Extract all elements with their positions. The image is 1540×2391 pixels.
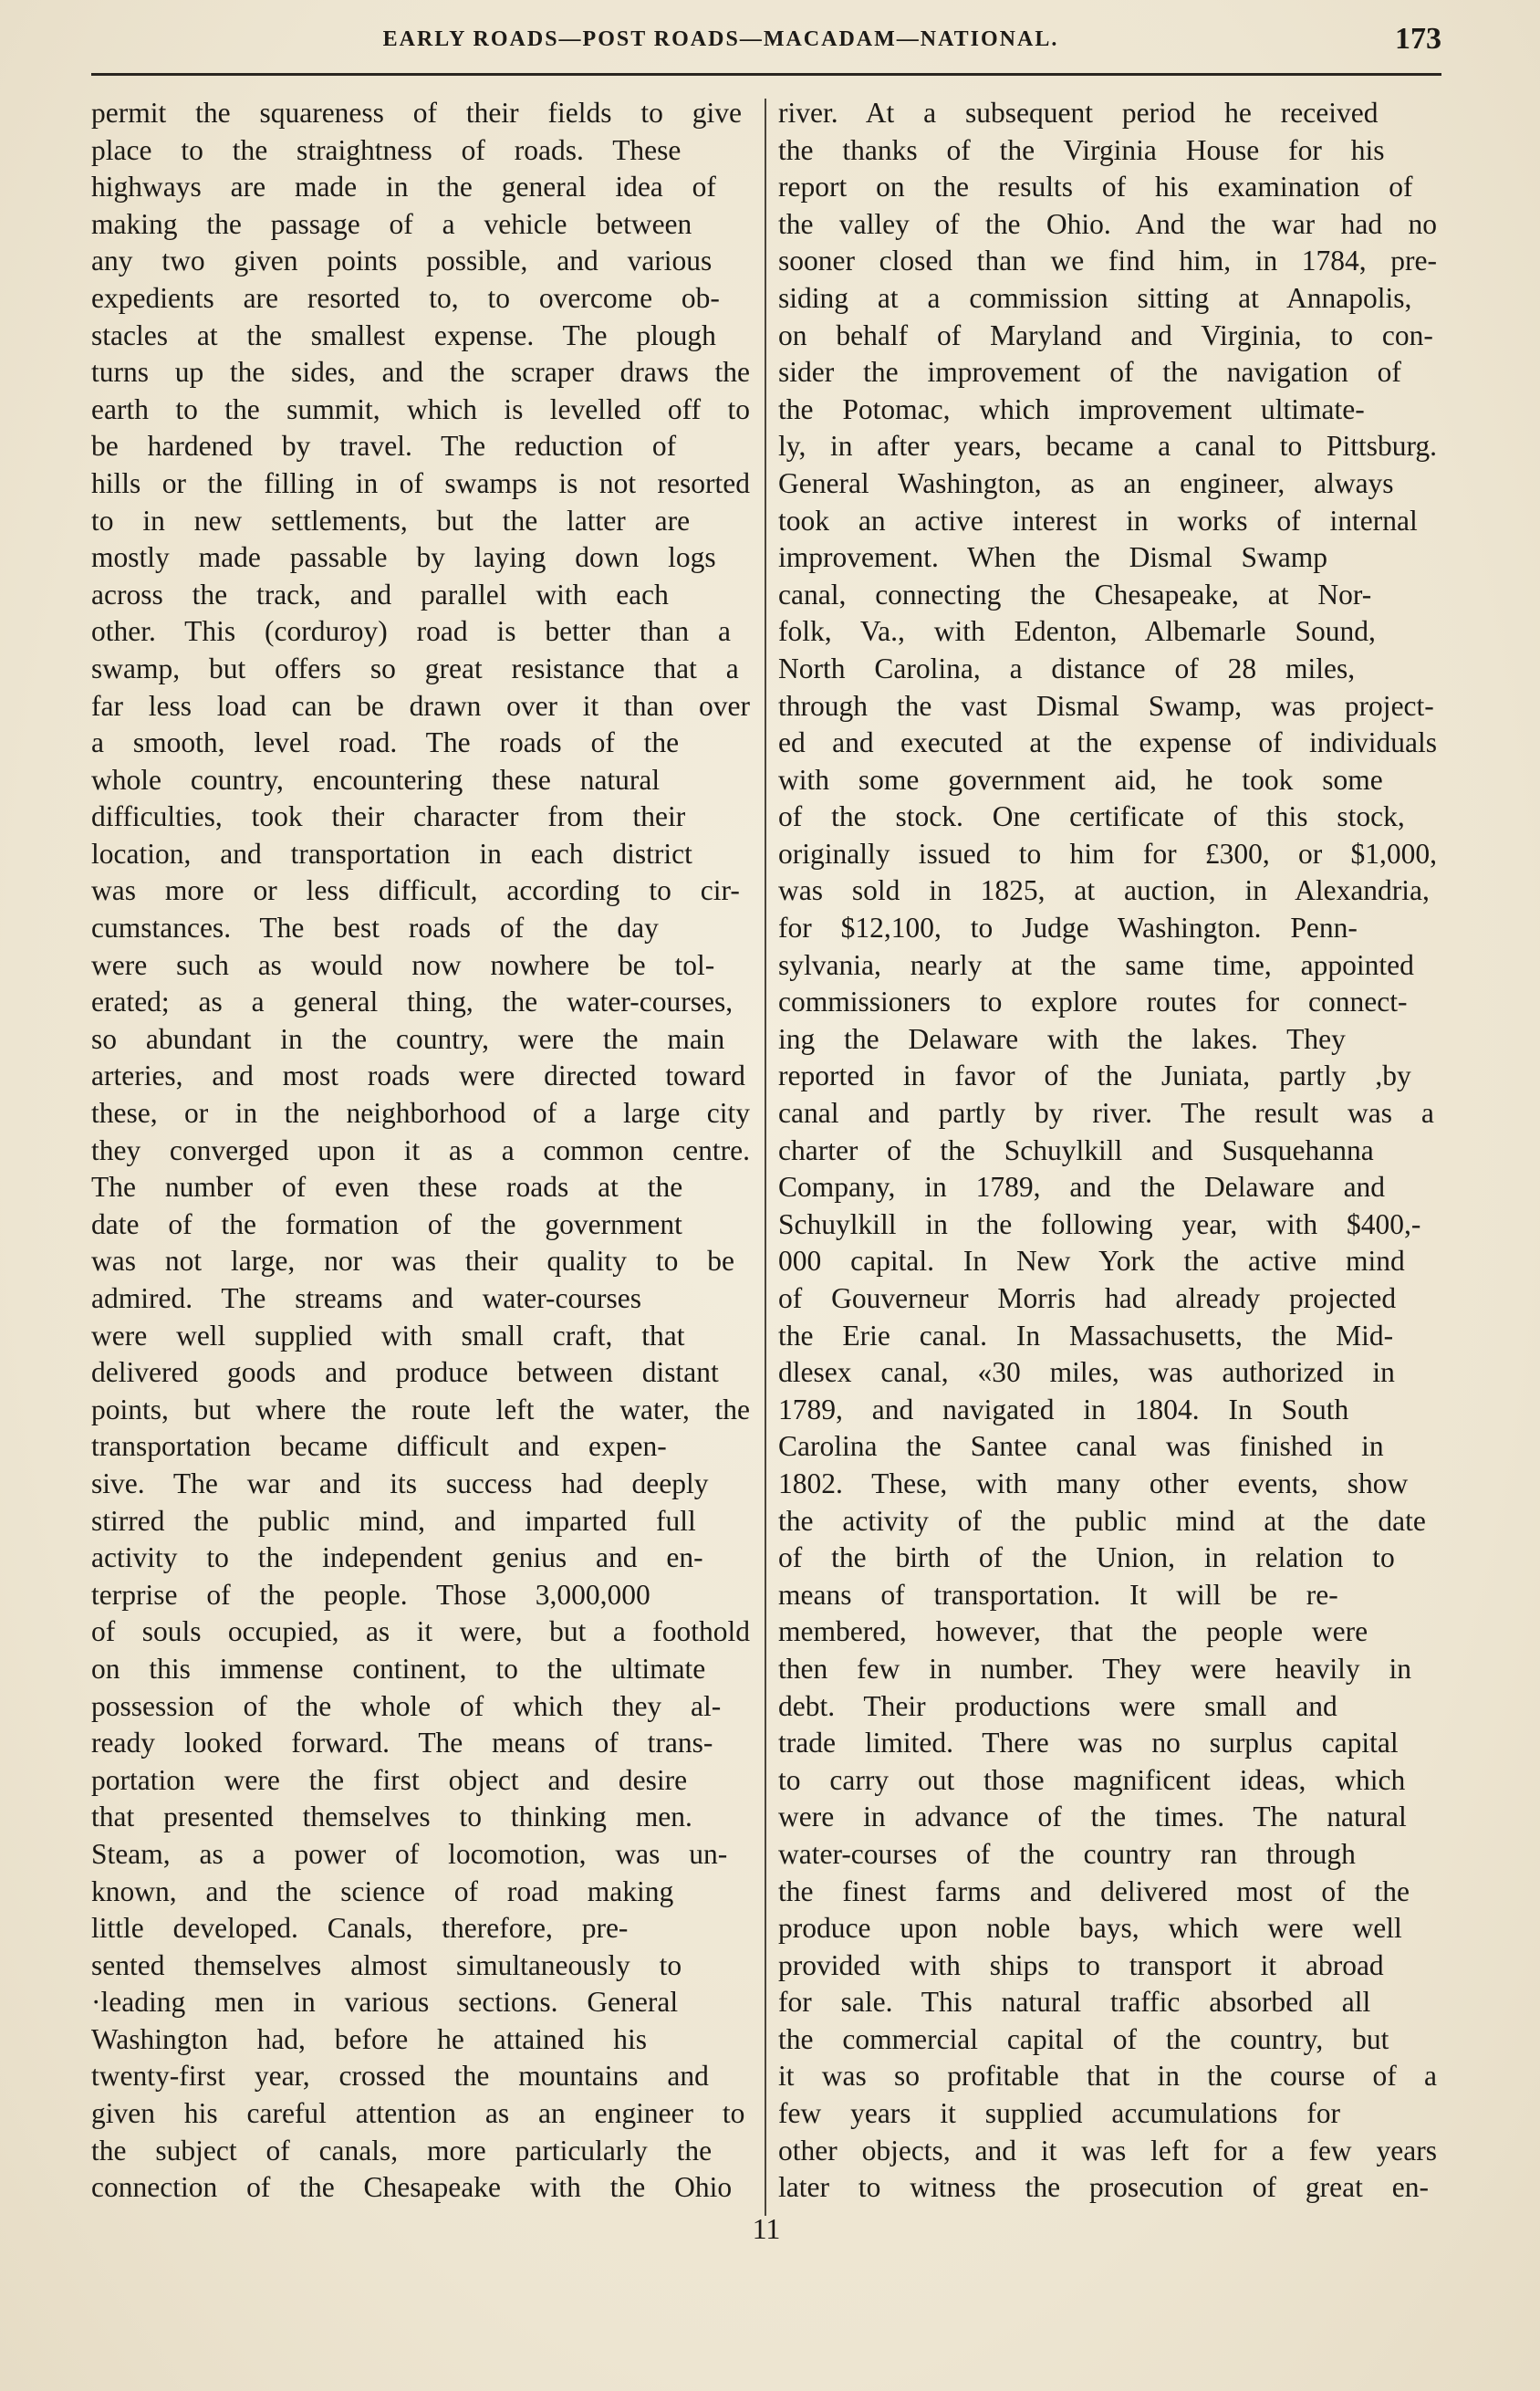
text-line: canal and partly by river. The result was a	[778, 1097, 1434, 1130]
text-line: North Carolina, a distance of 28 miles,	[778, 652, 1356, 684]
text-line: portation were the first object and desire	[91, 1763, 688, 1796]
column-divider	[765, 99, 766, 2216]
text-line: debt. Their productions were small and	[778, 1689, 1337, 1722]
running-head: EARLY ROADS—POST ROADS—MACADAM—NATIONAL.	[382, 27, 1059, 51]
text-line: other objects, and it was left for a few years	[778, 2134, 1437, 2167]
text-line: originally issued to him for £300, or $1,000,	[778, 837, 1437, 870]
text-line: Company, in 1789, and the Delaware and	[778, 1171, 1386, 1204]
text-line: possession of the whole of which they al-	[91, 1689, 722, 1722]
text-line: activity to the independent genius and en-	[91, 1541, 703, 1574]
text-line: membered, however, that the people were	[778, 1615, 1368, 1648]
text-line: on behalf of Maryland and Virginia, to con-	[778, 318, 1433, 351]
text-line: other. This (corduroy) road is better than a	[91, 615, 732, 648]
text-line: were in advance of the times. The natural	[778, 1801, 1407, 1833]
text-line: the finest farms and delivered most of the	[778, 1874, 1410, 1907]
text-line: connection of the Chesapeake with the Ohio	[91, 2171, 733, 2204]
text-line: sented themselves almost simultaneously to	[91, 1948, 682, 1981]
left-text-column	[91, 95, 750, 2207]
text-line: reported in favor of the Juniata, partly ,by	[778, 1060, 1411, 1092]
text-line: mostly made passable by laying down logs	[91, 541, 716, 574]
text-line: terprise of the people. Those 3,000,000	[91, 1578, 650, 1611]
text-line: water-courses of the country ran through	[778, 1837, 1356, 1870]
text-line: then few in number. They were heavily in	[778, 1652, 1412, 1685]
text-line: took an active interest in works of internal	[778, 504, 1418, 537]
text-line: was more or less difficult, according to cir-	[91, 874, 740, 907]
text-line: permit the squareness of their fields to give	[91, 97, 742, 129]
text-line: The number of even these roads at the	[91, 1171, 683, 1204]
text-line: of the birth of the Union, in relation to	[778, 1541, 1395, 1574]
text-line: folk, Va., with Edenton, Albemarle Sound,	[778, 615, 1376, 648]
text-line: cumstances. The best roads of the day	[91, 912, 659, 945]
text-line: that presented themselves to thinking men.	[91, 1801, 692, 1833]
text-line: charter of the Schuylkill and Susquehanna	[778, 1133, 1374, 1166]
text-line: General Washington, as an engineer, always	[778, 466, 1394, 499]
text-line: sive. The war and its success had deeply	[91, 1467, 709, 1499]
text-line: of the stock. One certificate of this stock,	[778, 800, 1405, 833]
text-line: the Potomac, which improvement ultimate-	[778, 392, 1365, 425]
text-line: these, or in the neighborhood of a large city	[91, 1097, 750, 1130]
text-line: ·leading men in various sections. General	[91, 1986, 679, 2019]
text-line: with some government aid, he took some	[778, 763, 1383, 796]
text-line: the commercial capital of the country, but	[778, 2022, 1389, 2055]
text-line: highways are made in the general idea of	[91, 171, 716, 204]
text-line: later to witness the prosecution of great en-	[778, 2171, 1429, 2204]
text-line: sooner closed than we find him, in 1784, pre-	[778, 245, 1437, 277]
text-line: for sale. This natural traffic absorbed all	[778, 1986, 1371, 2019]
text-line: given his careful attention as an engineer to	[91, 2097, 745, 2130]
text-line: difficulties, took their character from their	[91, 800, 686, 833]
text-line: were well supplied with small craft, that	[91, 1319, 685, 1352]
text-line: stacles at the smallest expense. The plough	[91, 318, 716, 351]
page-folio: 173	[1395, 22, 1441, 56]
text-line: arteries, and most roads were directed toward	[91, 1060, 745, 1092]
text-line: the thanks of the Virginia House for his	[778, 133, 1385, 166]
text-line: means of transportation. It will be re-	[778, 1578, 1338, 1611]
text-line: far less load can be drawn over it than over	[91, 689, 750, 722]
text-line: 1802. These, with many other events, show	[778, 1467, 1409, 1499]
text-line: be hardened by travel. The reduction of	[91, 430, 677, 463]
text-line: provided with ships to transport it abroad	[778, 1948, 1384, 1981]
text-line: 000 capital. In New York the active mind	[778, 1245, 1405, 1278]
text-line: delivered goods and produce between distant	[91, 1356, 719, 1389]
text-line: of Gouverneur Morris had already projected	[778, 1282, 1397, 1314]
text-line: the Erie canal. In Massachusetts, the Mid-	[778, 1319, 1394, 1352]
text-line: twenty-first year, crossed the mountains and	[91, 2060, 709, 2093]
text-line: ed and executed at the expense of individuals	[778, 726, 1437, 759]
text-line: Schuylkill in the following year, with $400,-	[778, 1207, 1421, 1240]
text-line: known, and the science of road making	[91, 1874, 674, 1907]
text-line: of souls occupied, as it were, but a foothold	[91, 1615, 750, 1648]
text-line: place to the straightness of roads. These	[91, 133, 682, 166]
text-line: 1789, and navigated in 1804. In South	[778, 1393, 1349, 1425]
text-line: hills or the filling in of swamps is not resorted	[91, 466, 750, 499]
text-line: canal, connecting the Chesapeake, at Nor-	[778, 578, 1372, 611]
text-line: little developed. Canals, therefore, pre-	[91, 1912, 629, 1945]
text-line: on this immense continent, to the ultimate	[91, 1652, 706, 1685]
text-line: trade limited. There was no surplus capital	[778, 1727, 1399, 1759]
text-line: Carolina the Santee canal was finished in	[778, 1430, 1384, 1463]
text-line: the subject of canals, more particularly the	[91, 2134, 713, 2167]
text-line: sylvania, nearly at the same time, appointed	[778, 948, 1414, 981]
text-line: was sold in 1825, at auction, in Alexandria,	[778, 874, 1430, 907]
text-line: they converged upon it as a common centre.	[91, 1133, 750, 1166]
text-line: ready looked forward. The means of trans-	[91, 1727, 713, 1759]
text-line: making the passage of a vehicle between	[91, 207, 692, 240]
header-rule	[91, 73, 1441, 76]
text-line: to carry out those magnificent ideas, which	[778, 1763, 1406, 1796]
text-line: earth to the summit, which is levelled off to	[91, 392, 750, 425]
text-line: produce upon noble bays, which were well	[778, 1912, 1402, 1945]
signature-mark: 11	[752, 2212, 781, 2245]
text-line: the valley of the Ohio. And the war had no	[778, 207, 1437, 240]
text-line: erated; as a general thing, the water-courses,	[91, 986, 734, 1018]
text-line: improvement. When the Dismal Swamp	[778, 541, 1327, 574]
text-line: Washington had, before he attained his	[91, 2022, 648, 2055]
text-line: for $12,100, to Judge Washington. Penn-	[778, 912, 1358, 945]
text-line: dlesex canal, «30 miles, was authorized in	[778, 1356, 1395, 1389]
text-line: report on the results of his examination of	[778, 171, 1413, 204]
text-line: whole country, encountering these natural	[91, 763, 661, 796]
text-line: ing the Delaware with the lakes. They	[778, 1022, 1346, 1055]
text-line: Steam, as a power of locomotion, was un-	[91, 1837, 728, 1870]
text-line: siding at a commission sitting at Annapolis,	[778, 281, 1412, 314]
text-line: through the vast Dismal Swamp, was project-	[778, 689, 1434, 722]
text-line: a smooth, level road. The roads of the	[91, 726, 680, 759]
text-line: few years it supplied accumulations for	[778, 2097, 1340, 2130]
text-line: stirred the public mind, and imparted full	[91, 1504, 696, 1537]
text-line: were such as would now nowhere be tol-	[91, 948, 715, 981]
text-line: admired. The streams and water-courses	[91, 1282, 641, 1314]
text-line: turns up the sides, and the scraper draws the	[91, 356, 750, 389]
text-line: transportation became difficult and expen-	[91, 1430, 667, 1463]
text-line: sider the improvement of the navigation of	[778, 356, 1401, 389]
text-line: points, but where the route left the water, the	[91, 1393, 750, 1425]
text-line: expedients are resorted to, to overcome ob-	[91, 281, 720, 314]
text-line: location, and transportation in each district	[91, 837, 692, 870]
text-line: so abundant in the country, were the main	[91, 1022, 725, 1055]
text-line: across the track, and parallel with each	[91, 578, 669, 611]
text-line: swamp, but offers so great resistance that a	[91, 652, 739, 684]
text-line: the activity of the public mind at the date	[778, 1504, 1426, 1537]
text-line: date of the formation of the government	[91, 1207, 682, 1240]
text-line: it was so profitable that in the course of a	[778, 2060, 1437, 2093]
text-line: river. At a subsequent period he received	[778, 97, 1379, 129]
text-line: commissioners to explore routes for connect-	[778, 986, 1408, 1018]
right-text-column	[778, 95, 1437, 2207]
text-line: was not large, nor was their quality to be	[91, 1245, 734, 1278]
text-line: ly, in after years, became a canal to Pittsburg.	[778, 430, 1437, 463]
text-line: to in new settlements, but the latter are	[91, 504, 691, 537]
text-line: any two given points possible, and various	[91, 245, 713, 277]
